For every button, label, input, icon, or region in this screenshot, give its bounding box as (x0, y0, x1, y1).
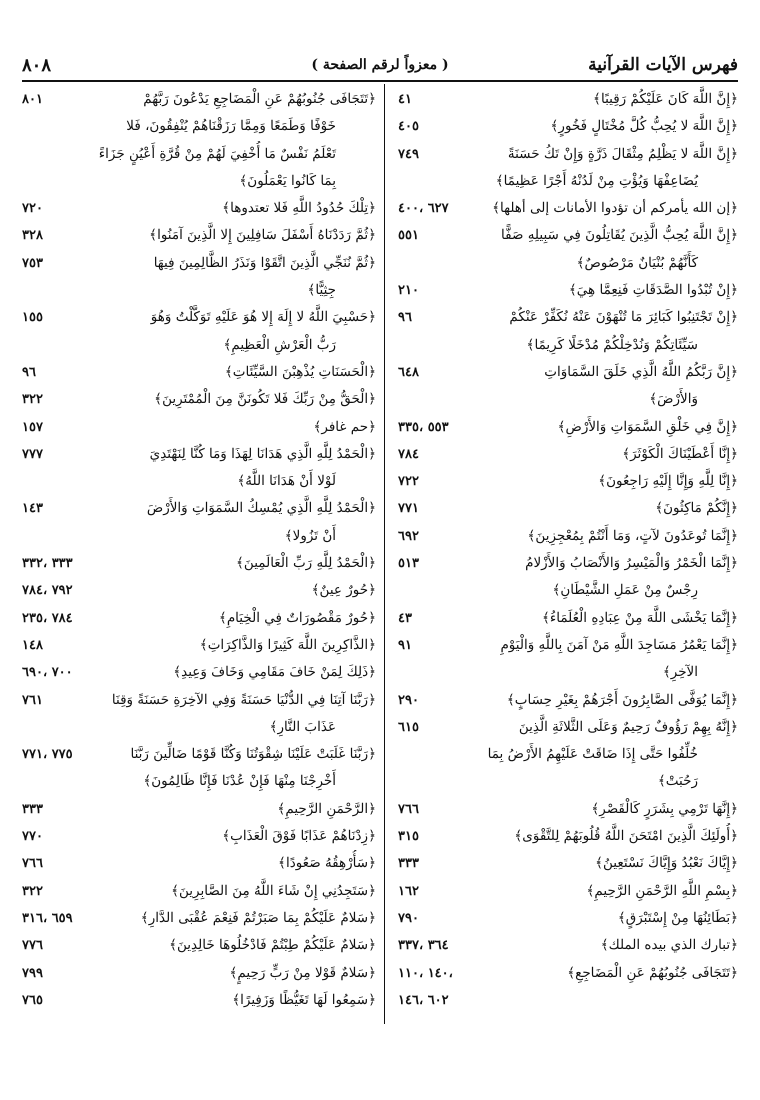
verse-line: بِمَا كَانُوا يَعْمَلُونَ﴾ (239, 172, 336, 189)
verse-line: ﴿إِنْ تَجْتَنِبُوا كَبَائِرَ مَا تُنْهَوْنَ عَنْهُ نُكَفِّرْ عَنْكُمْ (509, 309, 738, 326)
index-entry (22, 741, 376, 796)
verse-text (476, 714, 738, 796)
verse-text (476, 550, 738, 605)
verse-text (476, 632, 738, 687)
verse-text (98, 359, 376, 386)
page-reference (22, 495, 98, 522)
page-reference (398, 141, 476, 168)
page-reference (398, 523, 476, 550)
verse-text (98, 495, 376, 550)
page-reference (22, 932, 98, 959)
page-reference (398, 632, 476, 659)
verse-text (476, 441, 738, 468)
page-reference (398, 414, 476, 441)
verse-line: ﴿إِنَّ رَبَّكُمُ اللَّهُ الَّذِي خَلَقَ السَّمَاوَاتِ (544, 363, 738, 380)
verse-line: ﴿إِنْ تُبْدُوا الصَّدَقَاتِ فَنِعِمَّا هِيَ﴾ (568, 282, 738, 299)
verse-text (98, 659, 376, 686)
verse-line: ﴿إِنَّ اللَّهَ يُحِبُّ الَّذِينَ يُقَاتِلُونَ فِي سَبِيلِهِ صَفًّا (501, 227, 738, 244)
page-reference-line: ٦٤٨ (398, 364, 419, 380)
verse-line: أَنْ تَزُولا﴾ (284, 527, 336, 544)
page-reference-line: ،١٤٠ ،١١٠ (398, 965, 453, 981)
verse-text (98, 687, 376, 742)
index-entry (398, 523, 738, 550)
verse-line: ﴿زِدْنَاهُمْ عَذَابًا فَوْقَ الْعَذَابِ﴾ (222, 828, 376, 845)
page-reference (398, 495, 476, 522)
verse-text (98, 741, 376, 796)
running-subtitle: ( معزواً لرقم الصفحة ) (311, 57, 449, 73)
verse-text (98, 222, 376, 249)
index-entry (398, 687, 738, 714)
verse-line: ﴿حُورٌ عِينٌ﴾ (311, 582, 376, 599)
page-reference-line: ٢٩٠ (398, 692, 419, 708)
index-entry (22, 550, 376, 577)
page-reference-line: ٤٠٥ (398, 119, 419, 135)
page-reference-line: ٧٦٦ (398, 801, 419, 817)
page-reference-line: ٣٢٨ (22, 228, 43, 244)
page-reference-line: ٢١٠ (398, 283, 419, 299)
index-entry (398, 878, 738, 905)
index-entry (398, 359, 738, 414)
verse-text (98, 905, 376, 932)
page-reference-line: ٧٦٦ (22, 856, 43, 872)
page-reference (22, 441, 98, 468)
index-entry (398, 905, 738, 932)
index-entry (398, 86, 738, 113)
page-reference (398, 714, 476, 741)
verse-line: ﴿أُولَئِكَ الَّذِينَ امْتَحَنَ اللَّهُ قُلُوبَهُمْ لِلتَّقْوَى﴾ (514, 828, 738, 845)
page-reference-line: ٧٢٢ (398, 474, 419, 490)
page-reference (22, 359, 98, 386)
running-title: فهرس الآيات القرآنية (588, 55, 738, 75)
page-reference-line: ٧٨٤ ،٢٣٥ (22, 610, 73, 626)
page-reference (22, 659, 98, 686)
verse-line: ﴿حُورٌ مَقْصُورَاتٌ فِي الْخِيَامِ﴾ (218, 609, 376, 626)
verse-text (476, 304, 738, 359)
verse-text (98, 250, 376, 305)
verse-line: رَبُّ الْعَرْشِ الْعَظِيمِ﴾ (223, 336, 336, 353)
verse-line: ﴿إِنَّهُ بِهِمْ رَؤُوفٌ رَحِيمٌ وَعَلَى الثَّلاثَةِ الَّذِينَ (518, 718, 738, 735)
verse-text (476, 523, 738, 550)
page-reference (22, 414, 98, 441)
page-reference-line: ٣٦٤ ،٣٣٧ (398, 938, 449, 954)
page-reference (22, 250, 98, 277)
page-reference (398, 687, 476, 714)
page-reference-line: ٧٨٤ (398, 446, 419, 462)
index-entry (398, 714, 738, 796)
verse-text (98, 86, 376, 195)
verse-text (476, 277, 738, 304)
index-entry (22, 222, 376, 249)
page-reference-line: ١٦٢ (398, 883, 419, 899)
verse-text (476, 905, 738, 932)
verse-line: ﴿إِنَّمَا تُوعَدُونَ لآتٍ، وَمَا أَنْتُمْ بِمُعْجِزِينَ﴾ (527, 527, 738, 544)
verse-line: ﴿سَلامٌ قَوْلا مِنْ رَبٍّ رَحِيمٍ﴾ (229, 964, 376, 981)
verse-text (476, 86, 738, 113)
left-column (22, 86, 376, 1014)
page-reference (398, 195, 476, 222)
verse-line: ﴿سَأُرْهِقُهُ صَعُودًا﴾ (278, 855, 376, 872)
verse-text (98, 932, 376, 959)
verse-line: جِثِيًّا﴾ (307, 282, 336, 299)
page-reference-line: ٥١٣ (398, 556, 419, 572)
index-entry (398, 932, 738, 959)
verse-line: ﴿حم غافر﴾ (313, 418, 376, 435)
verse-line: رَحُبَتْ﴾ (657, 773, 698, 790)
index-entry (22, 86, 376, 195)
page-reference (22, 86, 98, 113)
page-reference-line: ٧٧٥ ،٧٧١ (22, 747, 73, 763)
index-entry (22, 823, 376, 850)
page-reference (22, 222, 98, 249)
verse-text (476, 796, 738, 823)
page-reference-line: ١٥٧ (22, 419, 43, 435)
index-entry (398, 304, 738, 359)
verse-text (98, 550, 376, 577)
page-reference-line: ٦٩٢ (398, 528, 419, 544)
verse-text (98, 878, 376, 905)
verse-text (476, 850, 738, 877)
page-reference (398, 304, 476, 331)
verse-text (98, 796, 376, 823)
page-reference (398, 796, 476, 823)
verse-text (476, 414, 738, 441)
page-reference (22, 905, 98, 932)
page-reference-line: ٧٦١ (22, 692, 43, 708)
index-entry (22, 250, 376, 305)
verse-text (476, 495, 738, 522)
page-reference-line: ٧٧١ (398, 501, 419, 517)
page-reference (22, 687, 98, 714)
verse-text (98, 987, 376, 1014)
index-entry (22, 878, 376, 905)
page-reference (398, 441, 476, 468)
verse-line: ﴿سَلامٌ عَلَيْكُمْ طِبْتُمْ فَادْخُلُوهَا خَالِدِينَ﴾ (169, 937, 376, 954)
page-reference (398, 850, 476, 877)
page-reference (22, 850, 98, 877)
page-reference (398, 277, 476, 304)
verse-line: سَيِّئَاتِكُمْ وَنُدْخِلْكُمْ مُدْخَلًا كَرِيمًا﴾ (526, 336, 698, 353)
page-reference (398, 550, 476, 577)
verse-line: ﴿الْحَقُّ مِنْ رَبِّكَ فَلا تَكُونَنَّ مِنَ الْمُمْتَرِينَ﴾ (154, 391, 376, 408)
verse-line: ﴿إِنَّهَا تَرْمِي بِشَرَرٍ كَالْقَصْرِ﴾ (591, 800, 738, 817)
column-divider (384, 84, 385, 1024)
verse-text (476, 878, 738, 905)
index-entry (398, 550, 738, 605)
page-reference (22, 987, 98, 1014)
verse-text (98, 605, 376, 632)
index-entry (22, 359, 376, 386)
page-reference (22, 550, 98, 577)
page-reference (398, 468, 476, 495)
page-reference (22, 960, 98, 987)
verse-line: ﴿تَتَجَافَى جُنُوبُهُمْ عَنِ الْمَضَاجِعِ يَدْعُونَ رَبَّهُمْ (143, 91, 376, 107)
page-reference (22, 823, 98, 850)
page-reference (398, 960, 476, 1008)
index-entry (22, 414, 376, 441)
page-reference-line: ٧٩٠ (398, 910, 419, 926)
page-reference-line: ٧٥٣ (22, 255, 43, 271)
verse-line: تَعْلَمُ نَفْسٌ مَا أُخْفِيَ لَهُمْ مِنْ قُرَّةِ أَعْيُنٍ جَزَاءً (98, 145, 336, 162)
index-entry (398, 414, 738, 441)
page-reference-line: ٦٠٢ ،١٤٦ (398, 992, 449, 1008)
index-entry (398, 195, 738, 222)
page-reference-line: ٦١٥ (398, 719, 419, 735)
index-entry (22, 687, 376, 742)
verse-line: ﴿إن الله يأمركم أن تؤدوا الأمانات إلى أهلها﴾ (492, 200, 738, 217)
verse-line: ﴿الْحَمْدُ لِلَّهِ الَّذِي يُمْسِكُ السَّمَوَاتِ وَالأَرْضَ (146, 500, 376, 517)
page-reference-line: ٧٧٠ (22, 829, 43, 845)
page-reference-line: ٧٦٥ (22, 992, 43, 1008)
verse-line: كَأَنَّهُمْ بُنْيَانٌ مَرْصُوصٌ﴾ (576, 254, 698, 271)
page-reference-line: ١٥٥ (22, 310, 43, 326)
verse-line: ﴿إِيَّاكَ نَعْبُدُ وَإِيَّاكَ نَسْتَعِينُ﴾ (595, 855, 738, 872)
index-entry (22, 796, 376, 823)
index-entry (398, 632, 738, 687)
verse-line: ﴿إِنَّكُمْ مَاكِثُونَ﴾ (655, 500, 738, 517)
verse-line: ﴿ذَلِكَ لِمَنْ خَافَ مَقَامِي وَخَافَ وَعِيدِ﴾ (173, 664, 376, 681)
verse-line: ﴿إِنَّمَا يُوَفَّى الصَّابِرُونَ أَجْرَهُمْ بِغَيْرِ حِسَابٍ﴾ (506, 691, 738, 708)
verse-line: ﴿تَتَجَافَى جُنُوبُهُمْ عَنِ الْمَضَاجِعِ﴾ (567, 964, 738, 981)
verse-line: ﴿بِسْمِ اللَّهِ الرَّحْمَنِ الرَّحِيمِ﴾ (586, 882, 738, 899)
page-reference-line: ٥٥٣ ،٣٣٥ (398, 419, 449, 435)
verse-text (98, 850, 376, 877)
verse-line: الآخِرِ﴾ (662, 664, 698, 681)
index-entry (398, 141, 738, 196)
page-reference-line: ٧٩٩ (22, 965, 43, 981)
verse-text (98, 441, 376, 496)
verse-line: ﴿إِنَّا لِلَّهِ وَإِنَّا إِلَيْهِ رَاجِعُونَ﴾ (598, 473, 738, 490)
verse-line: ﴿إِنَّ فِي خَلْقِ السَّمَوَاتِ وَالأَرْضِ﴾ (557, 418, 738, 435)
page-reference (22, 796, 98, 823)
verse-text (476, 468, 738, 495)
page-reference (398, 605, 476, 632)
verse-line: ﴿بَطَائِنُهَا مِنْ إِسْتَبْرَقٍ﴾ (617, 909, 738, 926)
page-reference-line: ٧٩٢ ،٧٨٤ (22, 583, 73, 599)
page-reference-line: ٧٢٠ (22, 201, 43, 217)
page-reference-line: ٨٠١ (22, 92, 43, 107)
index-entry (22, 495, 376, 550)
index-entry (398, 495, 738, 522)
verse-line: وَالأَرْضَ﴾ (649, 391, 698, 408)
verse-line: لَوْلا أَنْ هَدَانَا اللَّهُ﴾ (237, 473, 336, 490)
verse-text (476, 113, 738, 140)
index-entry (22, 304, 376, 359)
page-reference (22, 386, 98, 413)
header-rule (22, 80, 738, 82)
page-reference-line: ٩١ (398, 637, 412, 653)
index-entry (398, 796, 738, 823)
page-reference-line: ٣٣٣ (398, 856, 419, 872)
verse-line: رِجْسٌ مِنْ عَمَلِ الشَّيْطَانِ﴾ (552, 582, 698, 599)
index-entry (398, 605, 738, 632)
verse-line: ﴿إِنَّ اللَّهَ لا يَظْلِمُ مِثْقَالَ ذَرَّةٍ وَإِنْ تَكُ حَسَنَةً (507, 145, 738, 162)
verse-line: ﴿سَتَجِدُنِي إِنْ شَاءَ اللَّهُ مِنَ الصَّابِرِينَ﴾ (171, 882, 376, 899)
page-reference (22, 605, 98, 632)
index-entry (22, 987, 376, 1014)
verse-text (98, 304, 376, 359)
right-column (398, 86, 738, 1008)
page-reference-line: ٣٢٢ (22, 392, 43, 408)
page-number: ٨٠٨ (22, 54, 52, 76)
page-reference-line: ٣٣٣ (22, 801, 43, 817)
index-entry (398, 113, 738, 140)
page-reference-line: ٥٥١ (398, 228, 419, 244)
verse-text (98, 632, 376, 659)
verse-text (476, 960, 738, 987)
page-reference (22, 577, 98, 604)
page-reference-line: ١٤٣ (22, 501, 43, 517)
page-reference-line: ٩٦ (398, 310, 412, 326)
index-entry (398, 277, 738, 304)
verse-line: ﴿سَلامٌ عَلَيْكُمْ بِمَا صَبَرْتُمْ فَنِعْمَ عُقْبَى الدَّارِ﴾ (140, 909, 376, 926)
page-reference (398, 878, 476, 905)
index-entry (22, 850, 376, 877)
verse-line: ﴿سَمِعُوا لَهَا تَغَيُّظًا وَزَفِيرًا﴾ (232, 991, 376, 1008)
verse-text (476, 141, 738, 196)
verse-line: ﴿الذَّاكِرِينَ اللَّهَ كَثِيرًا وَالذَّاكِرَاتِ﴾ (199, 636, 376, 653)
page-reference (398, 86, 476, 113)
verse-line: أَخْرِجْنَا مِنْهَا فَإِنْ عُدْنَا فَإِنَّا ظَالِمُونَ﴾ (143, 773, 336, 790)
page-reference-line: ٧٠٠ ،٦٩٠ (22, 665, 73, 681)
verse-text (476, 605, 738, 632)
index-entry (22, 195, 376, 222)
index-entry (22, 386, 376, 413)
index-entry (398, 222, 738, 277)
index-entry (398, 960, 738, 1008)
verse-text (98, 823, 376, 850)
verse-line: ﴿إِنَّا أَعْطَيْنَاكَ الْكَوْثَرَ﴾ (622, 445, 738, 462)
page-reference (22, 878, 98, 905)
verse-line: ﴿إِنَّمَا يَعْمُرُ مَسَاجِدَ اللَّهِ مَنْ آمَنَ بِاللَّهِ وَالْيَوْمِ (500, 636, 738, 653)
page-reference (22, 632, 98, 659)
index-entry (22, 932, 376, 959)
verse-line: ﴿تبارك الذي بيده الملك﴾ (600, 937, 738, 954)
page-reference-line: ٩٦ (22, 364, 36, 380)
index-entry (22, 659, 376, 686)
index-entry (398, 468, 738, 495)
verse-line: ﴿ثُمَّ نُنَجِّي الَّذِينَ اتَّقَوْا وَنَذَرُ الظَّالِمِينَ فِيهَا (153, 254, 376, 271)
verse-line: ﴿الْحَسَنَاتِ يُذْهِبْنَ السَّيِّئَاتِ﴾ (224, 363, 376, 380)
page-reference (398, 113, 476, 140)
verse-text (476, 932, 738, 959)
page-reference-line: ٧٧٦ (22, 938, 43, 954)
index-entry (398, 850, 738, 877)
index-entry (22, 632, 376, 659)
page-reference-line: ٤١ (398, 92, 412, 107)
page-reference-line: ٦٥٩ ،٣١٦ (22, 910, 73, 926)
verse-text (98, 195, 376, 222)
page-header (22, 50, 738, 80)
index-entry (22, 577, 376, 604)
index-entry (22, 905, 376, 932)
page-reference (398, 823, 476, 850)
page-reference (398, 932, 476, 959)
verse-line: ﴿رَبَّنَا غَلَبَتْ عَلَيْنَا شِقْوَتُنَا وَكُنَّا قَوْمًا ضَالِّينَ رَبَّنَا (130, 746, 376, 763)
page-reference (22, 741, 98, 768)
verse-line: ﴿إِنَّمَا الْخَمْرُ وَالْمَيْسِرُ وَالأَنْصَابُ وَالأَزْلامُ (525, 555, 738, 572)
verse-text (98, 960, 376, 987)
verse-text (476, 823, 738, 850)
page-reference-line: ٧٧٧ (22, 446, 43, 462)
verse-text (98, 414, 376, 441)
verse-line: ﴿تِلْكَ حُدُودُ اللَّهِ فَلا تعتدوها﴾ (222, 200, 376, 217)
page-reference (398, 222, 476, 249)
verse-line: ﴿الْحَمْدُ لِلَّهِ الَّذِي هَدَانَا لِهَذَا وَمَا كُنَّا لِنَهْتَدِيَ (149, 445, 376, 462)
page-reference (22, 304, 98, 331)
verse-line: ﴿إِنَّمَا يَخْشَى اللَّهَ مِنْ عِبَادِهِ الْعُلَمَاءُ﴾ (542, 609, 738, 626)
verse-text (98, 386, 376, 413)
verse-text (476, 195, 738, 222)
verse-line: يُضَاعِفْهَا وَيُؤْتِ مِنْ لَدُنْهُ أَجْرًا عَظِيمًا﴾ (495, 172, 698, 189)
verse-line: خُلِّفُوا حَتَّى إِذَا ضَاقَتْ عَلَيْهِمُ الأَرْضُ بِمَا (487, 746, 698, 763)
verse-line: ﴿إِنَّ اللَّهَ لا يُحِبُّ كُلَّ مُخْتَالٍ فَخُورٍ﴾ (550, 118, 738, 135)
index-entry (22, 960, 376, 987)
page-reference-line: ٣٢٢ (22, 883, 43, 899)
index-entry (398, 441, 738, 468)
page-reference-line: ٧٤٩ (398, 146, 419, 162)
page-reference (398, 905, 476, 932)
page-reference-line: ١٤٨ (22, 637, 43, 653)
page-reference-line: ٤٣ (398, 610, 412, 626)
verse-text (476, 222, 738, 277)
verse-line: ﴿إِنَّ اللَّهَ كَانَ عَلَيْكُمْ رَقِيبًا﴾ (593, 91, 738, 107)
verse-text (476, 687, 738, 714)
verse-text (98, 577, 376, 604)
verse-line: ﴿الرَّحْمَنِ الرَّحِيمِ﴾ (277, 800, 376, 817)
page-reference (398, 359, 476, 386)
verse-line: ﴿حَسْبِيَ اللَّهُ لا إِلَهَ إِلا هُوَ عَلَيْهِ تَوَكَّلْتُ وَهُوَ (150, 309, 376, 326)
index-entry (398, 823, 738, 850)
index-entry (22, 441, 376, 496)
verse-line: ﴿الْحَمْدُ لِلَّهِ رَبِّ الْعَالَمِينَ﴾ (236, 555, 376, 572)
page-reference-line: ٣٣٣ ،٣٣٢ (22, 556, 73, 572)
verse-text (476, 359, 738, 414)
verse-line: ﴿ثُمَّ رَدَدْنَاهُ أَسْفَلَ سَافِلِينَ إِلا الَّذِينَ آمَنُوا﴾ (149, 227, 376, 244)
page-reference-line: ٣١٥ (398, 829, 419, 845)
verse-line: عَذَابَ النَّارِ﴾ (269, 718, 336, 735)
index-entry (22, 605, 376, 632)
verse-line: خَوْفًا وَطَمَعًا وَمِمَّا رَزَقْنَاهُمْ يُنْفِقُونَ، فَلا (126, 118, 336, 135)
verse-line: ﴿رَبَّنَا آتِنَا فِي الدُّنْيَا حَسَنَةً وَفِي الآخِرَةِ حَسَنَةً وَقِنَا (111, 691, 376, 708)
page-reference-line: ٦٢٧ ،٤٠٠ (398, 201, 449, 217)
page-reference (22, 195, 98, 222)
